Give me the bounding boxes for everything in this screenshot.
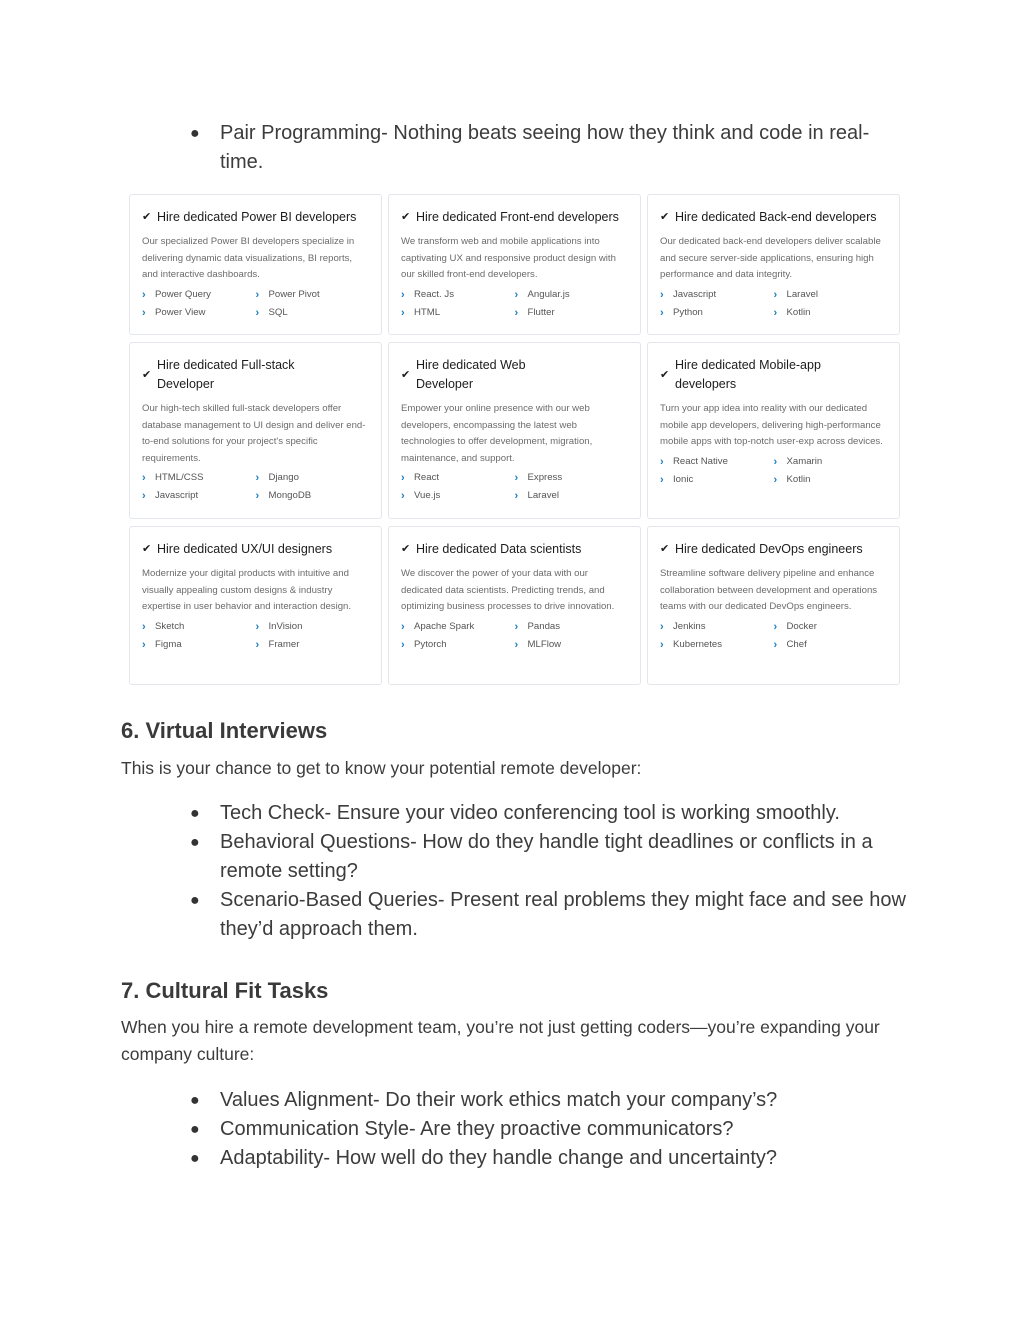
card-title: Hire dedicated Mobile-app developers: [675, 358, 821, 391]
card-description: Turn your app idea into reality with our dedicated mobile app developers, delivering high-performance mobile apps with top-notch user-exp across devices.: [660, 403, 883, 447]
bullet-text: Scenario-Based Queries- Present real problems they might face and see how they’d approach them.: [220, 889, 906, 940]
checkmark-icon: ✔: [401, 211, 411, 223]
bullet-dot-icon: ●: [190, 1121, 200, 1138]
chevron-right-icon: ›: [514, 620, 519, 633]
chevron-right-icon: ›: [255, 306, 260, 319]
tag-list: [142, 619, 369, 653]
tag-list: [401, 470, 628, 504]
tag-link[interactable]: [142, 488, 256, 504]
service-card-power-bi[interactable]: [129, 194, 382, 335]
card-row: [129, 526, 901, 685]
bullet-text: Values Alignment- Do their work ethics match your company’s?: [220, 1089, 778, 1111]
bullet-dot-icon: ●: [190, 1092, 200, 1109]
card-title: Hire dedicated Front-end developers: [416, 210, 619, 224]
tag-label: Django: [268, 472, 299, 483]
tag-link[interactable]: [142, 637, 256, 653]
tag-link[interactable]: [515, 637, 629, 653]
section-intro-cultural-fit-tasks: When you hire a remote development team, you’re not just getting coders—you’re expanding your company culture:: [121, 1017, 880, 1064]
tag-link[interactable]: [401, 305, 515, 321]
checkmark-icon: ✔: [401, 543, 411, 555]
card-description: Streamline software delivery pipeline and enhance collaboration between development and operations teams with our dedicated DevOps engineers.: [660, 568, 878, 612]
virtual-interviews-bullet-list: [190, 799, 910, 944]
tag-label: React Native: [673, 455, 728, 467]
card-row: [129, 342, 901, 519]
tag-link[interactable]: [660, 472, 774, 488]
tag-label: Javascript: [673, 288, 717, 300]
tag-label: Kotlin: [786, 473, 811, 485]
card-description: Our specialized Power BI developers specialize in delivering dynamic data visualizations, BI reports, and interactive dashboards.: [142, 236, 355, 280]
tag-label: Jenkins: [673, 620, 706, 632]
tag-link[interactable]: [401, 637, 515, 653]
service-card-back-end[interactable]: [647, 194, 900, 335]
chevron-right-icon: ›: [142, 472, 146, 484]
tag-label: Xamarin: [786, 455, 823, 467]
bullet-dot-icon: ●: [190, 892, 200, 909]
chevron-right-icon: ›: [773, 473, 778, 486]
service-card-ux-ui[interactable]: [129, 526, 382, 685]
tag-label: Pandas: [527, 620, 561, 632]
chevron-right-icon: ›: [255, 472, 260, 484]
card-title: Hire dedicated DevOps engineers: [675, 542, 863, 556]
tag-label: SQL: [268, 306, 288, 318]
tag-label: Kubernetes: [673, 638, 723, 650]
tag-link[interactable]: [515, 470, 629, 486]
card-description: Our dedicated back-end developers deliver scalable and secure server-side applications, ensuring high performance and data integrity.: [660, 236, 881, 280]
tag-label: Laravel: [786, 288, 818, 300]
tag-label: Sketch: [155, 620, 185, 632]
tag-list: [401, 619, 628, 653]
tag-link[interactable]: [401, 488, 515, 504]
chevron-right-icon: ›: [773, 288, 778, 301]
chevron-right-icon: ›: [773, 306, 778, 319]
chevron-right-icon: ›: [255, 638, 260, 651]
tag-list: [660, 454, 887, 488]
bullet-dot-icon: ●: [190, 834, 200, 851]
card-description: Modernize your digital products with intuitive and visually appealing custom designs & industry expertise in user behavior and interaction design.: [142, 568, 352, 612]
tag-list: [660, 619, 887, 653]
section-intro-virtual-interviews: This is your chance to get to know your potential remote developer:: [121, 758, 642, 778]
tag-link[interactable]: [256, 470, 370, 486]
tag-link[interactable]: [142, 470, 256, 486]
service-card-web[interactable]: [388, 342, 641, 519]
tag-link[interactable]: [515, 287, 629, 303]
bullet-text: Adaptability- How well do they handle change and uncertainty?: [220, 1147, 778, 1169]
tag-link[interactable]: [774, 287, 888, 303]
bullet-text: Behavioral Questions- How do they handle tight deadlines or conflicts in a remote setting?: [220, 831, 873, 882]
list-item: [190, 886, 910, 944]
tag-label: Ionic: [673, 473, 694, 485]
chevron-right-icon: ›: [142, 490, 146, 502]
checkmark-icon: ✔: [401, 368, 411, 381]
tag-label: Angular.js: [527, 288, 570, 300]
chevron-right-icon: ›: [773, 455, 778, 468]
tag-link[interactable]: [660, 287, 774, 303]
tag-link[interactable]: [256, 488, 370, 504]
tag-link[interactable]: [142, 287, 256, 303]
list-item: [190, 828, 910, 886]
chevron-right-icon: ›: [514, 490, 519, 502]
card-description: Empower your online presence with our web developers, encompassing the latest web technologies to offer development, migration, maintenance, and support.: [401, 403, 593, 464]
chevron-right-icon: ›: [773, 638, 778, 651]
tag-link[interactable]: [256, 305, 370, 321]
chevron-right-icon: ›: [255, 288, 260, 301]
tag-link[interactable]: [401, 619, 515, 635]
tag-label: Laravel: [527, 490, 559, 501]
chevron-right-icon: ›: [514, 638, 519, 651]
chevron-right-icon: ›: [401, 306, 405, 319]
chevron-right-icon: ›: [142, 306, 146, 319]
chevron-right-icon: ›: [401, 620, 405, 633]
bullet-text: Tech Check- Ensure your video conferencing tool is working smoothly.: [220, 802, 840, 824]
chevron-right-icon: ›: [401, 638, 405, 651]
tag-link[interactable]: [774, 637, 888, 653]
card-header: [142, 356, 369, 394]
tag-link[interactable]: [515, 619, 629, 635]
tag-list: [660, 287, 887, 321]
tag-link[interactable]: [660, 637, 774, 653]
tag-label: Framer: [268, 638, 300, 650]
list-item: [190, 1144, 910, 1173]
card-description: Our high-tech skilled full-stack developers offer database management to UI design and deliver end-to-end solutions for your project's specific requirements.: [142, 403, 366, 464]
tag-list: [142, 287, 369, 321]
tag-label: Power Query: [155, 288, 211, 300]
card-header: [401, 356, 628, 394]
tag-list: [401, 287, 628, 321]
card-title: Hire dedicated UX/UI designers: [157, 542, 333, 556]
card-description: We discover the power of your data with our dedicated data scientists. Predicting trends, and optimizing business processes to drive innovation.: [401, 568, 615, 612]
tag-label: Kotlin: [786, 306, 811, 318]
service-card-data-scientists[interactable]: [388, 526, 641, 685]
tag-link[interactable]: [515, 305, 629, 321]
card-description: We transform web and mobile applications into captivating UX and responsive product design with our skilled front-end developers.: [401, 236, 616, 280]
card-title: Hire dedicated Power BI developers: [157, 210, 357, 224]
tag-list: [142, 470, 369, 504]
chevron-right-icon: ›: [660, 306, 664, 319]
card-header: [142, 540, 369, 559]
tag-link[interactable]: [774, 472, 888, 488]
list-item: [190, 799, 910, 828]
card-header: [660, 208, 887, 227]
tag-link[interactable]: [401, 287, 515, 303]
card-header: [660, 540, 887, 559]
tag-label: Vue.js: [414, 490, 441, 501]
chevron-right-icon: ›: [773, 620, 778, 633]
bullet-text: Communication Style- Are they proactive communicators?: [220, 1118, 734, 1140]
checkmark-icon: ✔: [660, 211, 670, 223]
card-title: Hire dedicated Back-end developers: [675, 210, 877, 224]
bullet-dot-icon: ●: [190, 805, 200, 822]
chevron-right-icon: ›: [401, 288, 405, 301]
card-header: [401, 208, 628, 227]
checkmark-icon: ✔: [660, 368, 670, 381]
tag-label: MongoDB: [268, 490, 312, 501]
chevron-right-icon: ›: [142, 638, 146, 651]
chevron-right-icon: ›: [401, 490, 405, 502]
services-card-grid: [129, 194, 901, 692]
tag-label: Javascript: [155, 490, 199, 501]
checkmark-icon: ✔: [142, 543, 152, 555]
tag-label: Express: [527, 472, 563, 483]
tag-link[interactable]: [660, 305, 774, 321]
tag-link[interactable]: [774, 305, 888, 321]
cultural-fit-bullet-list: [190, 1086, 910, 1173]
list-item: [190, 1115, 910, 1144]
tag-label: MLFlow: [527, 638, 562, 650]
tag-link[interactable]: [142, 305, 256, 321]
card-header: [401, 540, 628, 559]
chevron-right-icon: ›: [514, 288, 519, 301]
service-card-full-stack[interactable]: [129, 342, 382, 519]
tag-label: Python: [673, 306, 703, 318]
chevron-right-icon: ›: [660, 455, 664, 468]
service-card-front-end[interactable]: [388, 194, 641, 335]
card-title: Hire dedicated Web Developer: [416, 358, 526, 391]
card-title: Hire dedicated Data scientists: [416, 542, 582, 556]
tag-label: Pytorch: [414, 638, 447, 650]
chevron-right-icon: ›: [142, 620, 146, 633]
section-heading-virtual-interviews: 6. Virtual Interviews: [121, 718, 328, 743]
tag-label: Apache Spark: [414, 620, 475, 632]
tag-label: React. Js: [414, 288, 454, 300]
tag-label: Power View: [155, 306, 206, 318]
bullet-dot-icon: ●: [190, 125, 200, 142]
card-title: Hire dedicated Full-stack Developer: [157, 358, 295, 391]
list-item: [190, 1086, 910, 1115]
tag-link[interactable]: [256, 619, 370, 635]
tag-link[interactable]: [515, 488, 629, 504]
tag-link[interactable]: [774, 454, 888, 470]
bullet-dot-icon: ●: [190, 1150, 200, 1167]
chevron-right-icon: ›: [255, 620, 260, 633]
tag-label: HTML: [414, 306, 441, 318]
service-card-mobile-app[interactable]: [647, 342, 900, 519]
card-row: [129, 194, 901, 335]
tag-label: InVision: [268, 620, 303, 632]
card-header: [142, 208, 369, 227]
checkmark-icon: ✔: [660, 543, 670, 555]
chevron-right-icon: ›: [255, 490, 260, 502]
tag-link[interactable]: [774, 619, 888, 635]
tag-label: React: [414, 472, 440, 483]
checkmark-icon: ✔: [142, 211, 152, 223]
service-card-devops[interactable]: [647, 526, 900, 685]
tag-label: Figma: [155, 638, 182, 650]
section-heading-cultural-fit-tasks: 7. Cultural Fit Tasks: [121, 978, 329, 1003]
tag-link[interactable]: [660, 619, 774, 635]
chevron-right-icon: ›: [660, 288, 664, 301]
tag-link[interactable]: [401, 470, 515, 486]
intro-bullet-list: [190, 119, 910, 177]
chevron-right-icon: ›: [660, 638, 664, 651]
chevron-right-icon: ›: [660, 620, 664, 633]
tag-label: Chef: [786, 638, 807, 650]
list-item: [190, 119, 910, 177]
tag-link[interactable]: [256, 287, 370, 303]
chevron-right-icon: ›: [660, 473, 664, 486]
tag-link[interactable]: [256, 637, 370, 653]
tag-link[interactable]: [660, 454, 774, 470]
tag-label: Power Pivot: [268, 288, 320, 300]
tag-link[interactable]: [142, 619, 256, 635]
chevron-right-icon: ›: [514, 472, 519, 484]
bullet-text: Pair Programming- Nothing beats seeing how they think and code in real-time.: [220, 122, 870, 173]
tag-label: Docker: [786, 620, 817, 632]
chevron-right-icon: ›: [401, 472, 405, 484]
chevron-right-icon: ›: [514, 306, 519, 319]
tag-label: Flutter: [527, 306, 555, 318]
card-header: [660, 356, 887, 394]
checkmark-icon: ✔: [142, 368, 152, 381]
tag-label: HTML/CSS: [155, 472, 204, 483]
chevron-right-icon: ›: [142, 288, 146, 301]
